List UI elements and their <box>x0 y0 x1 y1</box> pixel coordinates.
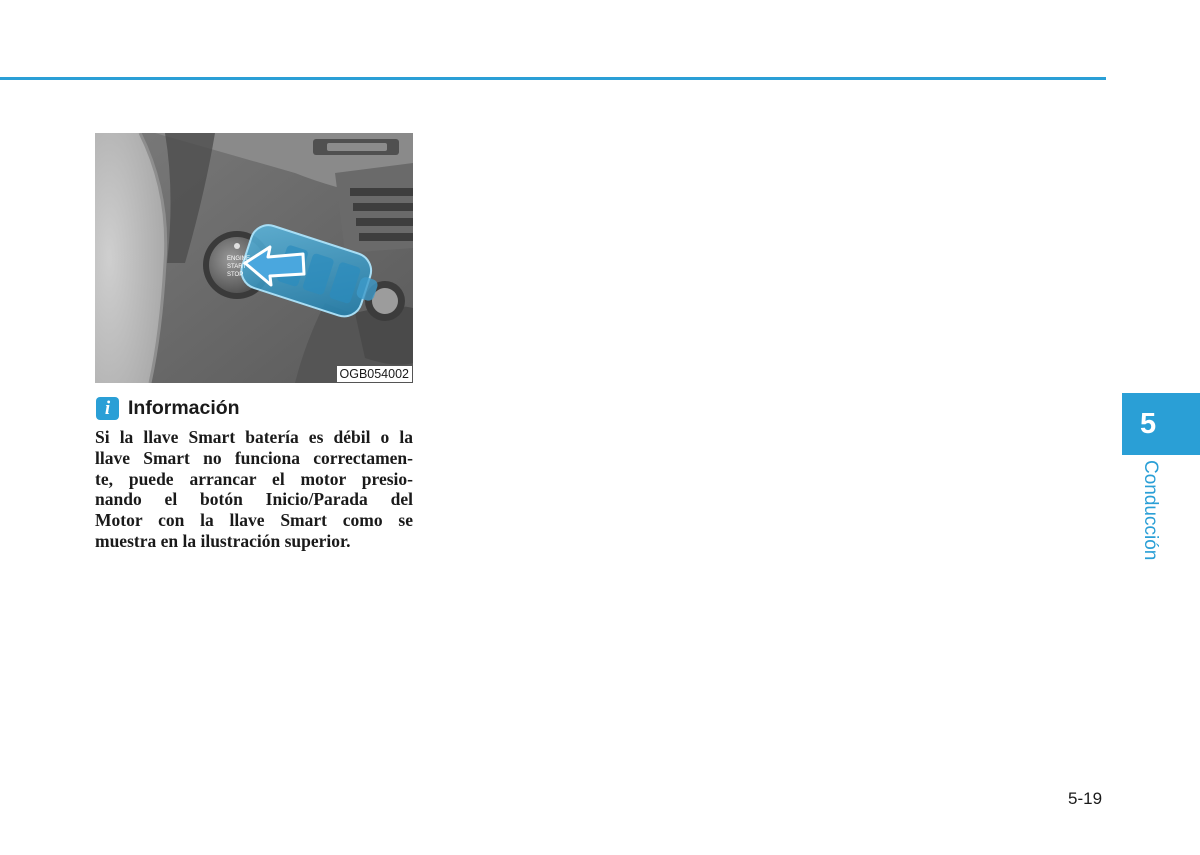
info-body-line: muestra en la ilustración superior. <box>95 530 351 551</box>
info-body-line: nando el botón Inicio/Parada del <box>95 489 413 510</box>
info-heading <box>96 396 240 420</box>
page-number: 5-19 <box>1068 789 1103 808</box>
info-body-line: Motor con la llave Smart como se <box>95 510 413 531</box>
info-body-line: Si la llave Smart batería es débil o la <box>95 427 413 447</box>
figure-code: OGB054002 <box>337 366 413 382</box>
illustration-smart-key-start-button <box>95 133 413 383</box>
info-title: Información <box>128 396 240 419</box>
illustration-graphic <box>95 133 413 383</box>
info-body-line: llave Smart no funciona correctamen- <box>95 447 413 468</box>
start-button-label-3: STOP <box>227 272 244 278</box>
header-rule <box>0 77 1106 80</box>
start-button-label-2: START <box>227 264 247 270</box>
chapter-title: Conducción <box>1140 460 1161 561</box>
start-button-label-1: ENGINE <box>227 256 251 262</box>
info-body <box>95 427 413 552</box>
info-body-line: te, puede arrancar el motor presio- <box>95 468 413 489</box>
info-icon: i <box>96 397 119 420</box>
chapter-number-tab: 5 <box>1122 393 1200 455</box>
